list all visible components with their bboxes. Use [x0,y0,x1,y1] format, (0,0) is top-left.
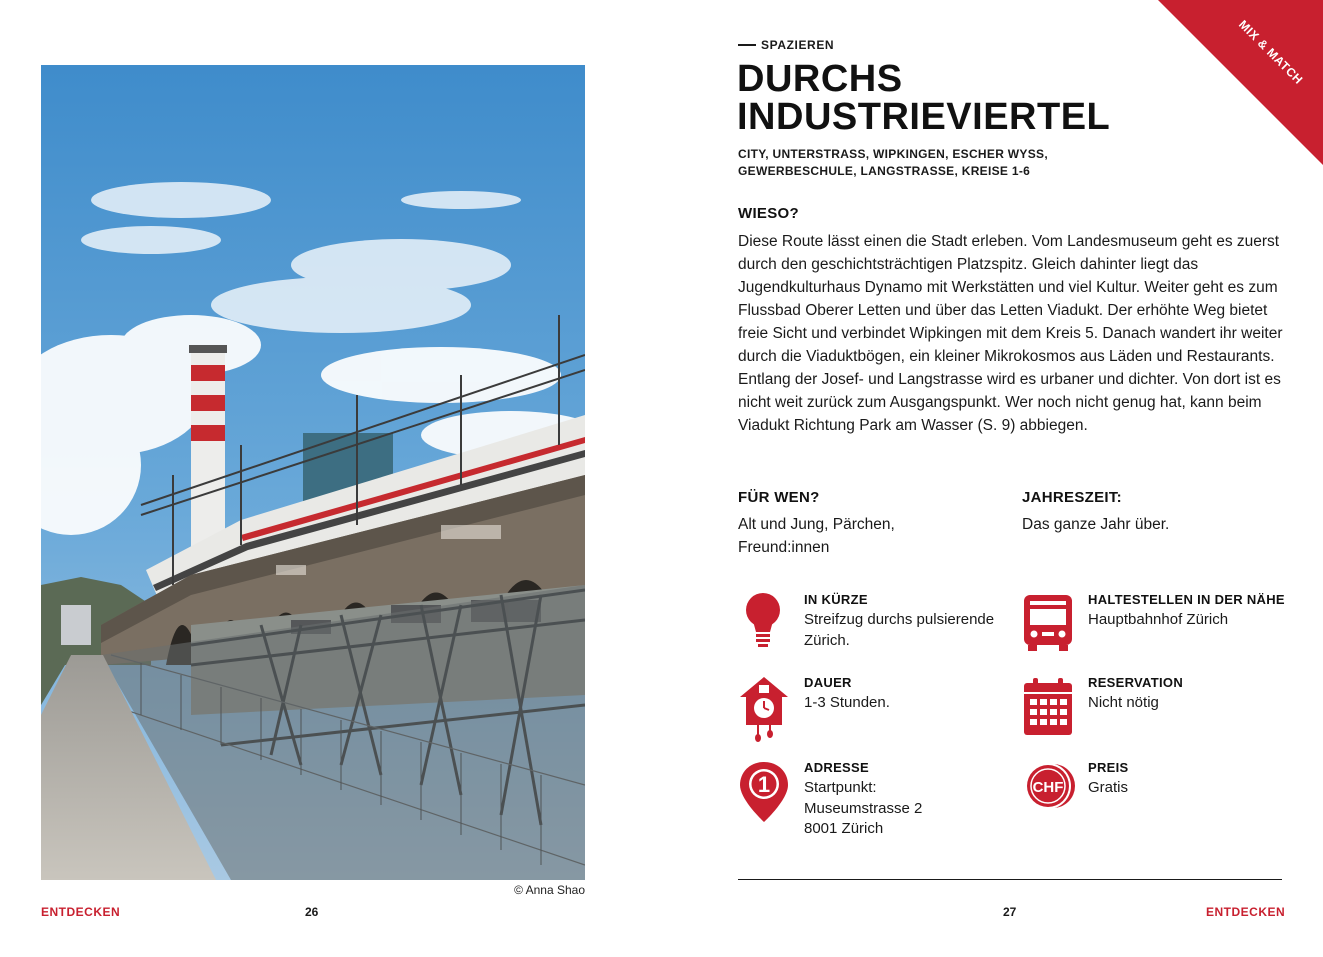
district-list [738,146,1138,180]
map-pin-number: 1 [757,772,771,797]
title-line-1: DURCHS [737,58,903,100]
page-number-right: 27 [1003,905,1017,919]
cuckoo-clock-icon [738,675,790,739]
info-price-line-1: Gratis [1088,779,1129,796]
info-stops-label: HALTESTELLEN IN DER NÄHE [1088,592,1285,607]
for-whom-text [738,513,988,559]
section-kicker [738,38,834,52]
viaduct-photo [41,65,585,880]
info-reservation-value [1088,693,1308,714]
info-address-value [804,778,1024,840]
map-pin-1-icon [738,760,790,824]
folio-label-left: ENTDECKEN [41,905,121,919]
season-text: Das ganze Jahr über. [1022,516,1170,533]
bus-icon [1022,592,1074,656]
title-line-2: INDUSTRIEVIERTEL [737,96,1111,138]
lightbulb-icon [738,592,790,656]
folio-label-right: ENTDECKEN [1206,905,1286,919]
info-summary-line-2: Zürich. [804,631,850,649]
chf-coin-label: CHF [1032,779,1064,796]
info-stops-value [1088,610,1308,631]
info-reservation-label: RESERVATION [1088,675,1184,690]
chf-coin-icon [1022,760,1074,824]
why-body-text: Diese Route lässt einen die Stadt erleben. Vom Landesmuseum geht es zuerst durch den geschichtsträchtigen Platzspitz. Gleich dahinter liegt das Jugendkulturhaus Dynamo mit Werkstätten und viel Kultur. Weiter geht es zum Flussbad Oberer Letten und über das Letten Viadukt. Der erhöhte Weg bietet freie Sicht und verbindet Wipkingen mit dem Kreis 5. Danach wandert ihr weiter durch die Viaduktbögen, ein kleiner Mikrokosmos aus Läden und Restaurants. Entlang der Josef- und Langstrasse wird es urbaner und dichter. Von dort ist es nicht weit zurück zum Ausgangspunkt. Wer noch nicht genug hat, kann beim Viadukt Richtung Park am Wasser (S. 9) abbiegen. [738,233,1283,434]
info-address-line-3: 8001 Zürich [804,820,884,837]
district-line-2: GEWERBESCHULE, LANGSTRASSE, KREISE 1-6 [738,164,1031,178]
info-duration-line-1: 1-3 Stunden. [804,694,890,711]
info-address-line-1: Startpunkt: [804,779,877,796]
footer-rule [738,879,1282,880]
district-line-1: CITY, UNTERSTRASS, WIPKINGEN, ESCHER WYSS, [738,147,1048,161]
info-stops-line-1: Hauptbahnhof Zürich [1088,611,1229,628]
page-number-left: 26 [305,905,319,919]
info-price-label: PREIS [1088,760,1129,775]
for-whom-heading: FÜR WEN? [738,489,820,506]
why-heading: WIESO? [738,205,799,222]
photo-credit: © Anna Shao [514,883,585,897]
info-summary-label: IN KÜRZE [804,592,868,607]
info-summary-line-1: Streifzug durchs pulsierende [804,611,995,628]
info-address-label: ADRESSE [804,760,869,775]
info-address-line-2: Museumstrasse 2 [804,799,923,817]
for-whom-line-2: Freund:innen [738,539,830,556]
info-duration-label: DAUER [804,675,852,690]
kicker-dash [738,44,756,46]
kicker-label: SPAZIEREN [761,38,835,52]
corner-tag-label: MIX & MATCH [1235,17,1306,88]
info-price-value [1088,778,1308,799]
info-duration-value [804,693,1024,714]
mix-match-corner-tag [1158,0,1323,165]
page-title [737,60,1110,136]
season-heading: JAHRESZEIT: [1022,489,1122,506]
info-reservation-line-1: Nicht nötig [1088,694,1159,711]
calendar-icon [1022,675,1074,739]
info-summary-value [804,610,1024,651]
for-whom-line-1: Alt und Jung, Pärchen, [738,516,895,533]
